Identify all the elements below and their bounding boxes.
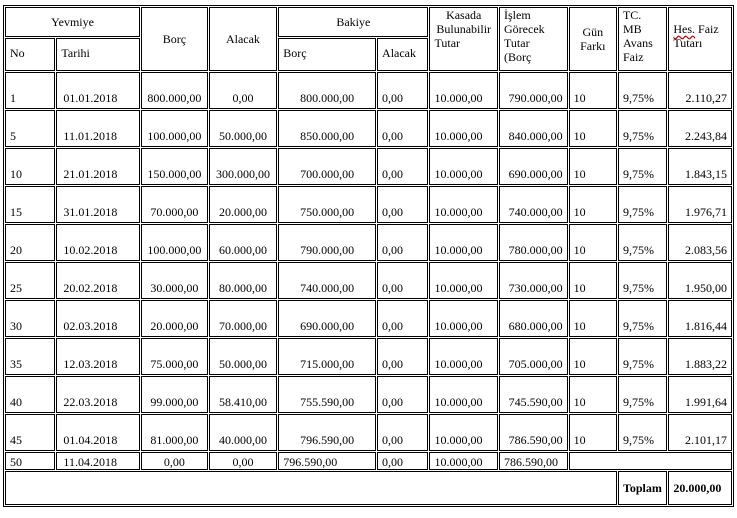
cell-alacak: 300.000,00 [209, 148, 278, 185]
table-row [5, 224, 732, 261]
cell-avans-faiz: 9,75% [618, 338, 667, 375]
cell-tarih: 22.03.2018 [56, 376, 140, 413]
cell-hes-faiz: 1.950,00 [668, 262, 732, 299]
cell-islem: 740.000,00 [499, 186, 568, 223]
header-hes-word: Hes. [673, 22, 696, 36]
header-bakiye-alacak: Alacak [377, 38, 428, 71]
header-tc-line-2: MB [622, 22, 642, 36]
cell-islem: 730.000,00 [499, 262, 568, 299]
cell-gun-farki: 10 [569, 186, 617, 223]
cell-kasada: 10.000,00 [429, 452, 498, 470]
cell-bakiye-borc: 740.000,00 [278, 262, 376, 299]
cell-hes-faiz: 1.991,64 [668, 376, 732, 413]
total-label: Toplam [618, 471, 667, 505]
cell-tarih: 01.04.2018 [56, 414, 140, 451]
cell-tarih: 11.01.2018 [56, 110, 140, 147]
cell-alacak: 50.000,00 [209, 338, 278, 375]
header-gun-line-1: Gün [582, 25, 604, 39]
table-row [5, 414, 732, 451]
cell-bakiye-borc: 790.000,00 [278, 224, 376, 261]
cell-alacak: 70.000,00 [209, 300, 278, 337]
cell-borc: 30.000,00 [141, 262, 208, 299]
cell-no: 50 [5, 452, 55, 470]
cell-borc: 20.000,00 [141, 300, 208, 337]
cell-avans-faiz: 9,75% [618, 72, 667, 109]
cell-borc: 81.000,00 [141, 414, 208, 451]
cell-bakiye-borc: 750.000,00 [278, 186, 376, 223]
cell-gun-farki: 10 [569, 148, 617, 185]
cell-tarih: 21.01.2018 [56, 148, 140, 185]
cell-hes-faiz: 2.101,17 [668, 414, 732, 451]
cell-gun-farki: 10 [569, 262, 617, 299]
cell-no: 35 [5, 338, 55, 375]
cell-kasada: 10.000,00 [429, 414, 498, 451]
cell-alacak: 50.000,00 [209, 110, 278, 147]
cell-islem: 780.000,00 [499, 224, 568, 261]
header-islem-line-2: Görecek [504, 22, 545, 36]
header-bakiye-borc: Borç [278, 38, 376, 71]
header-gun-line-2: Farkı [580, 39, 606, 53]
cell-avans-faiz: 9,75% [618, 414, 667, 451]
cell-alacak: 60.000,00 [209, 224, 278, 261]
cell-avans-faiz: 9,75% [618, 224, 667, 261]
cell-no: 30 [5, 300, 55, 337]
cell-bakiye-alacak: 0,00 [377, 224, 428, 261]
cell-avans-faiz: 9,75% [618, 110, 667, 147]
header-islem-line-1: İşlem [504, 8, 531, 22]
cell-no: 5 [5, 110, 55, 147]
cell-avans-faiz: 9,75% [618, 262, 667, 299]
header-hes-faiz [668, 7, 732, 71]
cell-islem: 690.000,00 [499, 148, 568, 185]
header-kasada-line-2: Bulunabilir [436, 22, 492, 36]
cell-islem: 790.000,00 [499, 72, 568, 109]
cell-bakiye-borc: 755.590,00 [278, 376, 376, 413]
cell-bakiye-borc: 796.590,00 [278, 452, 376, 470]
cell-no: 20 [5, 224, 55, 261]
cell-bakiye-alacak: 0,00 [377, 110, 428, 147]
cell-no: 40 [5, 376, 55, 413]
cell-tarih: 01.01.2018 [56, 72, 140, 109]
cell-bakiye-alacak: 0,00 [377, 72, 428, 109]
table-row [5, 338, 732, 375]
table-row [5, 376, 732, 413]
table-row [5, 300, 732, 337]
cell-kasada: 10.000,00 [429, 110, 498, 147]
cell-blank-total [5, 471, 617, 505]
cell-kasada: 10.000,00 [429, 300, 498, 337]
cell-borc: 100.000,00 [141, 110, 208, 147]
header-islem-line-3: Tutar [504, 36, 530, 50]
cell-hes-faiz: 2.243,84 [668, 110, 732, 147]
cell-borc: 75.000,00 [141, 338, 208, 375]
cell-alacak: 40.000,00 [209, 414, 278, 451]
cell-empty [569, 452, 732, 470]
header-row-1 [5, 7, 732, 37]
cell-borc: 150.000,00 [141, 148, 208, 185]
cell-bakiye-borc: 690.000,00 [278, 300, 376, 337]
header-no: No [5, 38, 55, 71]
cell-bakiye-alacak: 0,00 [377, 300, 428, 337]
table-row [5, 262, 732, 299]
cell-gun-farki: 10 [569, 376, 617, 413]
cell-gun-farki: 10 [569, 72, 617, 109]
cell-gun-farki: 10 [569, 414, 617, 451]
header-tc-line-1: TC. [622, 8, 642, 22]
cell-borc: 100.000,00 [141, 224, 208, 261]
total-value: 20.000,00 [668, 471, 732, 505]
cell-alacak: 58.410,00 [209, 376, 278, 413]
cell-hes-faiz: 2.083,56 [668, 224, 732, 261]
header-kasada-line-1: Kasada [446, 8, 482, 22]
cell-bakiye-borc: 796.590,00 [278, 414, 376, 451]
header-tc-line-3: Avans [622, 36, 653, 50]
cell-avans-faiz: 9,75% [618, 376, 667, 413]
cell-bakiye-borc: 800.000,00 [278, 72, 376, 109]
cell-hes-faiz: 1.816,44 [668, 300, 732, 337]
cell-kasada: 10.000,00 [429, 224, 498, 261]
cell-gun-farki: 10 [569, 224, 617, 261]
cell-hes-faiz: 1.843,15 [668, 148, 732, 185]
cell-bakiye-alacak: 0,00 [377, 186, 428, 223]
table-row [5, 110, 732, 147]
cell-kasada: 10.000,00 [429, 376, 498, 413]
cell-tarih: 12.03.2018 [56, 338, 140, 375]
cell-bakiye-alacak: 0,00 [377, 376, 428, 413]
cell-kasada: 10.000,00 [429, 186, 498, 223]
cell-no: 15 [5, 186, 55, 223]
header-kasada-line-3: Tutar [434, 36, 461, 50]
cell-no: 1 [5, 72, 55, 109]
cell-islem: 786.590,00 [499, 452, 568, 470]
cell-tarih: 20.02.2018 [56, 262, 140, 299]
cell-bakiye-alacak: 0,00 [377, 262, 428, 299]
table-row-total [5, 471, 732, 505]
cell-islem: 745.590,00 [499, 376, 568, 413]
header-tc-line-4: Faiz [622, 50, 644, 64]
cell-bakiye-alacak: 0,00 [377, 452, 428, 470]
header-islem [499, 7, 568, 71]
table-row [5, 72, 732, 109]
cell-bakiye-alacak: 0,00 [377, 414, 428, 451]
cell-tarih: 11.04.2018 [56, 452, 140, 470]
cell-tarih: 02.03.2018 [56, 300, 140, 337]
header-faiz-word: Faiz [698, 22, 719, 36]
cell-gun-farki: 10 [569, 338, 617, 375]
cell-kasada: 10.000,00 [429, 338, 498, 375]
cell-bakiye-alacak: 0,00 [377, 338, 428, 375]
header-yevmiye: Yevmiye [5, 7, 140, 37]
table-row [5, 186, 732, 223]
cell-avans-faiz: 9,75% [618, 186, 667, 223]
cell-borc: 0,00 [141, 452, 208, 470]
cell-islem: 680.000,00 [499, 300, 568, 337]
cell-borc: 99.000,00 [141, 376, 208, 413]
cell-borc: 70.000,00 [141, 186, 208, 223]
cell-avans-faiz: 9,75% [618, 300, 667, 337]
header-kasada [429, 7, 498, 71]
header-tc-faiz [618, 7, 667, 71]
cell-alacak: 0,00 [209, 72, 278, 109]
cell-bakiye-borc: 700.000,00 [278, 148, 376, 185]
header-islem-line-4: (Borç [504, 50, 532, 64]
cell-kasada: 10.000,00 [429, 72, 498, 109]
cell-tarih: 10.02.2018 [56, 224, 140, 261]
cell-avans-faiz: 9,75% [618, 148, 667, 185]
cell-islem: 840.000,00 [499, 110, 568, 147]
cell-bakiye-borc: 715.000,00 [278, 338, 376, 375]
header-borc: Borç [141, 7, 208, 71]
cell-alacak: 80.000,00 [209, 262, 278, 299]
cell-kasada: 10.000,00 [429, 148, 498, 185]
cell-alacak: 20.000,00 [209, 186, 278, 223]
header-tarihi: Tarihi [56, 38, 140, 71]
cell-islem: 786.590,00 [499, 414, 568, 451]
table-row [5, 148, 732, 185]
cell-bakiye-alacak: 0,00 [377, 148, 428, 185]
cell-gun-farki: 10 [569, 300, 617, 337]
cell-gun-farki: 10 [569, 110, 617, 147]
header-hes-faiz-line-1 [673, 22, 727, 36]
cell-no: 25 [5, 262, 55, 299]
header-gun [569, 7, 617, 71]
cell-islem: 705.000,00 [499, 338, 568, 375]
cell-tarih: 31.01.2018 [56, 186, 140, 223]
cell-no: 10 [5, 148, 55, 185]
cell-alacak: 0,00 [209, 452, 278, 470]
cell-bakiye-borc: 850.000,00 [278, 110, 376, 147]
cell-kasada: 10.000,00 [429, 262, 498, 299]
cell-hes-faiz: 2.110,27 [668, 72, 732, 109]
interest-ledger-table [3, 5, 734, 507]
table-row-last [5, 452, 732, 470]
header-hes-faiz-line-2: Tutarı [673, 36, 703, 50]
cell-hes-faiz: 1.883,22 [668, 338, 732, 375]
header-bakiye: Bakiye [278, 7, 428, 37]
header-alacak: Alacak [209, 7, 278, 71]
cell-borc: 800.000,00 [141, 72, 208, 109]
cell-hes-faiz: 1.976,71 [668, 186, 732, 223]
cell-no: 45 [5, 414, 55, 451]
